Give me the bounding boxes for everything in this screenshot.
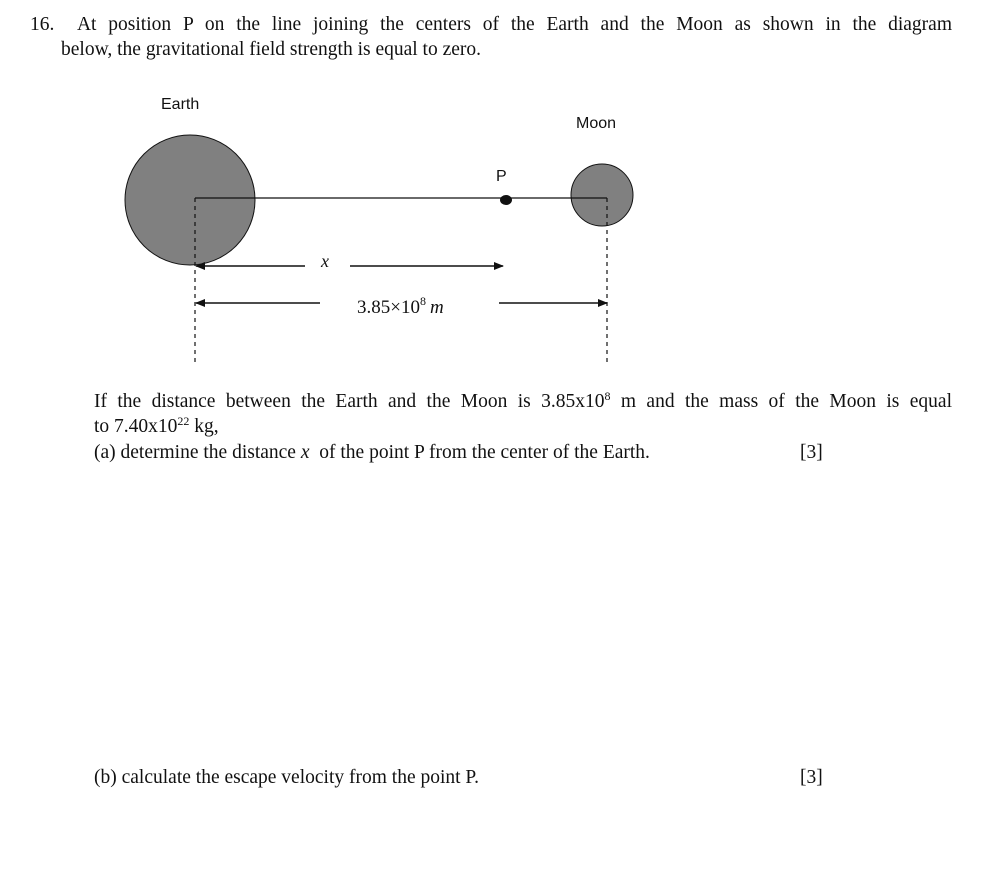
point-p-dot xyxy=(500,195,512,205)
given-exponent-2: 22 xyxy=(177,414,190,428)
given-line-2 xyxy=(94,414,952,439)
moon-label: Moon xyxy=(576,115,617,132)
given-line2-prefix: to 7.40x10 xyxy=(94,416,178,437)
part-b-text: calculate the escape velocity from the point P. xyxy=(116,767,479,788)
part-b xyxy=(94,765,479,790)
part-a-label: (a) xyxy=(94,442,116,463)
given-exponent-1: 8 xyxy=(604,389,611,403)
part-a xyxy=(94,440,650,465)
part-a-marks: [3] xyxy=(800,442,823,463)
earth-label: Earth xyxy=(161,96,200,113)
question-intro-text-1: At position P on the line joining the centers of the Earth and the Moon as shown in the diagram xyxy=(76,14,952,35)
moon-circle xyxy=(571,164,633,226)
given-paragraph xyxy=(94,389,952,439)
part-a-text-after: of the point P from the center of the Earth. xyxy=(309,442,650,463)
given-prefix: If the distance between the Earth and the Moon is 3.85x10 xyxy=(94,391,605,412)
distance-label xyxy=(357,294,444,318)
distance-times: × xyxy=(390,297,401,318)
given-line-1 xyxy=(94,389,952,414)
part-a-text-before: determine the distance xyxy=(115,442,301,463)
given-middle: m and the mass of the Moon is equal xyxy=(610,391,952,412)
x-label: x xyxy=(321,251,329,271)
given-line2-suffix: kg, xyxy=(189,416,219,437)
question-number: 16. xyxy=(30,14,55,35)
distance-unit: m xyxy=(429,297,444,318)
distance-base: 10 xyxy=(400,297,420,318)
question-intro-line-2: below, the gravitational field strength is equal to zero. xyxy=(61,39,482,60)
point-p-label: P xyxy=(496,168,507,185)
distance-exponent: 8 xyxy=(419,294,426,308)
distance-mantissa: 3.85 xyxy=(357,297,391,318)
part-b-label: (b) xyxy=(94,767,117,788)
part-a-variable: x xyxy=(300,442,310,463)
earth-circle xyxy=(125,135,255,265)
part-b-marks: [3] xyxy=(800,767,823,788)
